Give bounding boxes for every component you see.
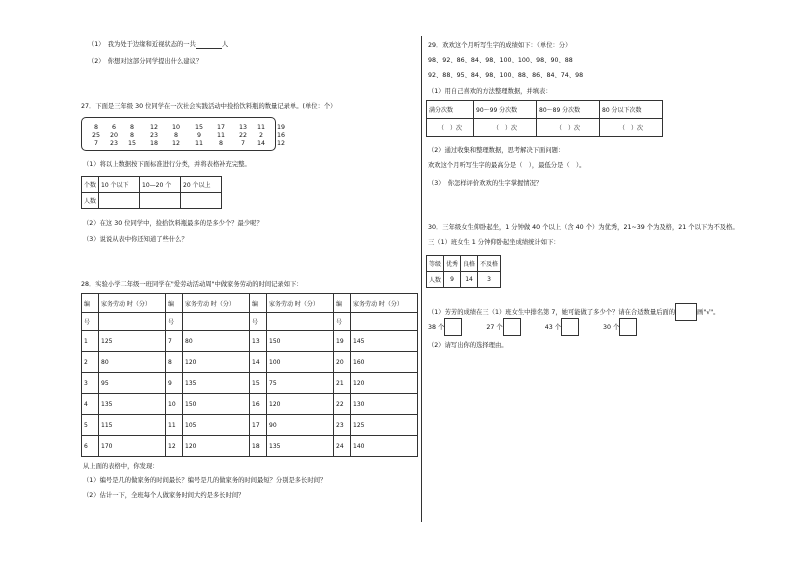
- q28-table: [81, 293, 418, 457]
- q29-table: [426, 100, 663, 137]
- table-header: [351, 313, 418, 331]
- table-header: 满分次数: [427, 101, 474, 119]
- table-cell: 20 个以上: [181, 177, 222, 193]
- record-value: 11: [216, 132, 225, 139]
- chore-minutes: 135: [99, 394, 166, 415]
- chore-minutes: 80: [183, 331, 250, 352]
- chore-minutes: 150: [183, 394, 250, 415]
- q27-table: [81, 176, 222, 209]
- record-value: 8: [129, 124, 134, 131]
- answer-box[interactable]: [619, 318, 637, 336]
- table-header: 等级: [427, 256, 444, 272]
- q28-2: （2）估计一下，全班每个人做家务时间大约是多长时间？: [83, 492, 245, 499]
- chore-minutes: 100: [267, 352, 334, 373]
- table-cell: 14: [461, 272, 478, 288]
- table-cell: 人数: [427, 272, 444, 288]
- table-header: [183, 313, 250, 331]
- chore-minutes: 80: [99, 352, 166, 373]
- record-value: 8: [93, 124, 98, 131]
- row-number: 16: [250, 394, 267, 415]
- bottle-count-record: [81, 117, 285, 151]
- chore-minutes: 115: [99, 415, 166, 436]
- row-number: 6: [82, 436, 99, 457]
- table-header: 家务劳动 时（分）: [183, 294, 250, 313]
- q28-title: 28．实验小学二年级一班同学在"爱劳动活动周"中做家务劳动的时间记录如下：: [81, 281, 303, 288]
- chore-minutes: 160: [351, 352, 418, 373]
- row-number: 7: [166, 331, 183, 352]
- q28-1: （1）编号是几的做家务的时间最长？编号是几的做家务的时间最短？分别是多长时间？: [83, 477, 327, 484]
- table-header: 良格: [461, 256, 478, 272]
- answer-blank[interactable]: [196, 42, 222, 49]
- record-value: 12: [171, 140, 180, 147]
- table-header: 号: [166, 313, 183, 331]
- q27-1: （1）将以上数据按下面标准进行分类，并将表格补充完整。: [83, 161, 251, 168]
- row-number: 18: [250, 436, 267, 457]
- table-header: 80～89 分次数: [537, 101, 600, 119]
- row-number: 22: [334, 394, 351, 415]
- record-value: 12: [149, 124, 158, 131]
- record-value: 8: [173, 132, 178, 139]
- chore-minutes: 135: [267, 436, 334, 457]
- record-value: 8: [129, 132, 134, 139]
- record-value: 23: [149, 132, 158, 139]
- record-value: 17: [216, 124, 225, 131]
- table-header: 编: [334, 294, 351, 313]
- record-row: [82, 132, 285, 140]
- record-value: 22: [238, 132, 247, 139]
- table-header: [267, 313, 334, 331]
- row-number: 10: [166, 394, 183, 415]
- record-value: 15: [127, 140, 136, 147]
- table-header: 号: [82, 313, 99, 331]
- q30-table: [426, 255, 501, 288]
- record-value: 25: [91, 132, 100, 139]
- table-header: 家务劳动 时（分）: [99, 294, 166, 313]
- q26-2: （2） 你想对这部分同学提出什么建议？: [88, 58, 203, 65]
- row-number: 15: [250, 373, 267, 394]
- answer-cell[interactable]: （ ）次: [474, 119, 537, 137]
- q29-scores-line2: 92、88、95、84、98、100、88、86、84、74、98: [428, 72, 584, 79]
- table-header: 90～99 分次数: [474, 101, 537, 119]
- q27-3: （3）说说从表中你还知道了些什么？: [83, 236, 188, 243]
- record-value: 12: [276, 140, 285, 147]
- record-value: 9: [196, 132, 201, 139]
- answer-cell[interactable]: [140, 193, 181, 209]
- chore-minutes: 135: [183, 373, 250, 394]
- table-cell: 3: [478, 272, 501, 288]
- table-row: [82, 373, 418, 394]
- table-row: [82, 331, 418, 352]
- table-header: 优秀: [444, 256, 461, 272]
- row-number: 23: [334, 415, 351, 436]
- chore-minutes: 120: [183, 352, 250, 373]
- q29-2b: 欢欢这个月听写生字的最高分是（ ），最低分是（ ）。: [428, 162, 586, 169]
- record-value: 11: [194, 140, 203, 147]
- table-header: 编: [82, 294, 99, 313]
- chore-minutes: 125: [99, 331, 166, 352]
- table-header: 家务劳动 时（分）: [351, 294, 418, 313]
- q30-intro: 三（1）班女生 1 分钟仰卧起坐成绩统计如下：: [428, 239, 560, 246]
- row-number: 2: [82, 352, 99, 373]
- q26-1: （1） 我为处于边缘和近视状态的一共 人: [88, 41, 229, 48]
- mark-box: [675, 303, 697, 321]
- column-divider: [421, 36, 422, 522]
- q29-2: （2）通过收集和整理数据，思考解决下面问题：: [428, 147, 565, 154]
- row-number: 8: [166, 352, 183, 373]
- chore-minutes: 120: [183, 436, 250, 457]
- row-number: 3: [82, 373, 99, 394]
- q30-title: 30．三年级女生仰卧起坐，1 分钟做 40 个以上（含 40 个）为优秀，21~39 个为及格，21 个以下为不及格。: [428, 224, 739, 231]
- chore-minutes: 75: [267, 373, 334, 394]
- row-number: 17: [250, 415, 267, 436]
- answer-cell[interactable]: [181, 193, 222, 209]
- q29-1: （1）用自己喜欢的方法整理数据，并填表：: [428, 88, 552, 95]
- chore-minutes: 105: [183, 415, 250, 436]
- q29-3: （3） 你怎样评价欢欢的生字掌握情况？: [428, 180, 543, 187]
- chore-minutes: 170: [99, 436, 166, 457]
- table-header: 不及格: [478, 256, 501, 272]
- table-cell: 人数: [82, 193, 99, 209]
- record-value: 13: [238, 124, 247, 131]
- answer-cell[interactable]: [99, 193, 140, 209]
- row-number: 4: [82, 394, 99, 415]
- row-number: 20: [334, 352, 351, 373]
- table-cell: 9: [444, 272, 461, 288]
- q28-lead: 从上面的表格中，你发现：: [83, 463, 159, 470]
- table-cell: 个数: [82, 177, 99, 193]
- record-value: 7: [93, 140, 98, 147]
- row-number: 12: [166, 436, 183, 457]
- q29-title: 29．欢欢这个月听写生字的成绩如下：（单位：分）: [428, 42, 572, 49]
- record-value: 8: [218, 140, 223, 147]
- record-value: 18: [149, 140, 158, 147]
- row-number: 9: [166, 373, 183, 394]
- answer-box[interactable]: [503, 318, 521, 336]
- answer-cell[interactable]: （ ）次: [537, 119, 600, 137]
- q30-2: （2）请写出你的选择理由。: [428, 342, 508, 349]
- q29-scores-line1: 98、92、86、84、98、100、100、98、90、88: [428, 57, 573, 64]
- chore-minutes: 120: [267, 394, 334, 415]
- row-number: 13: [250, 331, 267, 352]
- row-number: 5: [82, 415, 99, 436]
- answer-cell[interactable]: （ ）次: [600, 119, 663, 137]
- record-value: 20: [109, 132, 118, 139]
- table-cell: 10 个以下: [99, 177, 140, 193]
- q27-2: （2）在这 30 位同学中，捡拾饮料瓶最多的是多少个？最少呢？: [83, 220, 263, 227]
- record-value: 2: [258, 132, 263, 139]
- table-header: 80 分以下次数: [600, 101, 663, 119]
- chore-minutes: 145: [351, 331, 418, 352]
- table-row: [82, 436, 418, 457]
- row-number: 24: [334, 436, 351, 457]
- chore-minutes: 95: [99, 373, 166, 394]
- row-number: 19: [334, 331, 351, 352]
- record-value: 11: [256, 124, 265, 131]
- answer-box[interactable]: [444, 318, 462, 336]
- chore-minutes: 90: [267, 415, 334, 436]
- row-number: 21: [334, 373, 351, 394]
- record-value: 23: [109, 140, 118, 147]
- record-row: [82, 124, 285, 132]
- table-row: [82, 352, 418, 373]
- chore-minutes: 140: [351, 436, 418, 457]
- table-row: [82, 394, 418, 415]
- record-value: 7: [240, 140, 245, 147]
- record-value: 16: [276, 132, 285, 139]
- q27-title: 27．下面是三年级 30 位同学在一次社会实践活动中捡拾饮料瓶的数量记录单。(单位：个）: [81, 103, 337, 110]
- chore-minutes: 150: [267, 331, 334, 352]
- table-cell: 10—20 个: [140, 177, 181, 193]
- record-value: 19: [276, 124, 285, 131]
- table-header: 号: [334, 313, 351, 331]
- chore-minutes: 130: [351, 394, 418, 415]
- row-number: 11: [166, 415, 183, 436]
- table-row: [82, 415, 418, 436]
- answer-cell[interactable]: （ ）次: [427, 119, 474, 137]
- table-header: 号: [250, 313, 267, 331]
- record-row: [82, 140, 285, 148]
- chore-minutes: 120: [351, 373, 418, 394]
- row-number: 1: [82, 331, 99, 352]
- table-header: 家务劳动 时（分）: [267, 294, 334, 313]
- q30-options: 38 个 27 个 43 个 30 个: [428, 318, 637, 337]
- q30-1: （1）芳芳的成绩在三（1）班女生中排名第 7，她可能做了多少个？请在合适数量后面的 画"√"。: [428, 303, 719, 321]
- record-value: 6: [111, 124, 116, 131]
- table-header: 编: [166, 294, 183, 313]
- record-value: 14: [256, 140, 265, 147]
- chore-minutes: 125: [351, 415, 418, 436]
- table-header: 编: [250, 294, 267, 313]
- row-number: 14: [250, 352, 267, 373]
- record-value: 10: [171, 124, 180, 131]
- table-header: [99, 313, 166, 331]
- record-value: 15: [194, 124, 203, 131]
- answer-box[interactable]: [561, 318, 579, 336]
